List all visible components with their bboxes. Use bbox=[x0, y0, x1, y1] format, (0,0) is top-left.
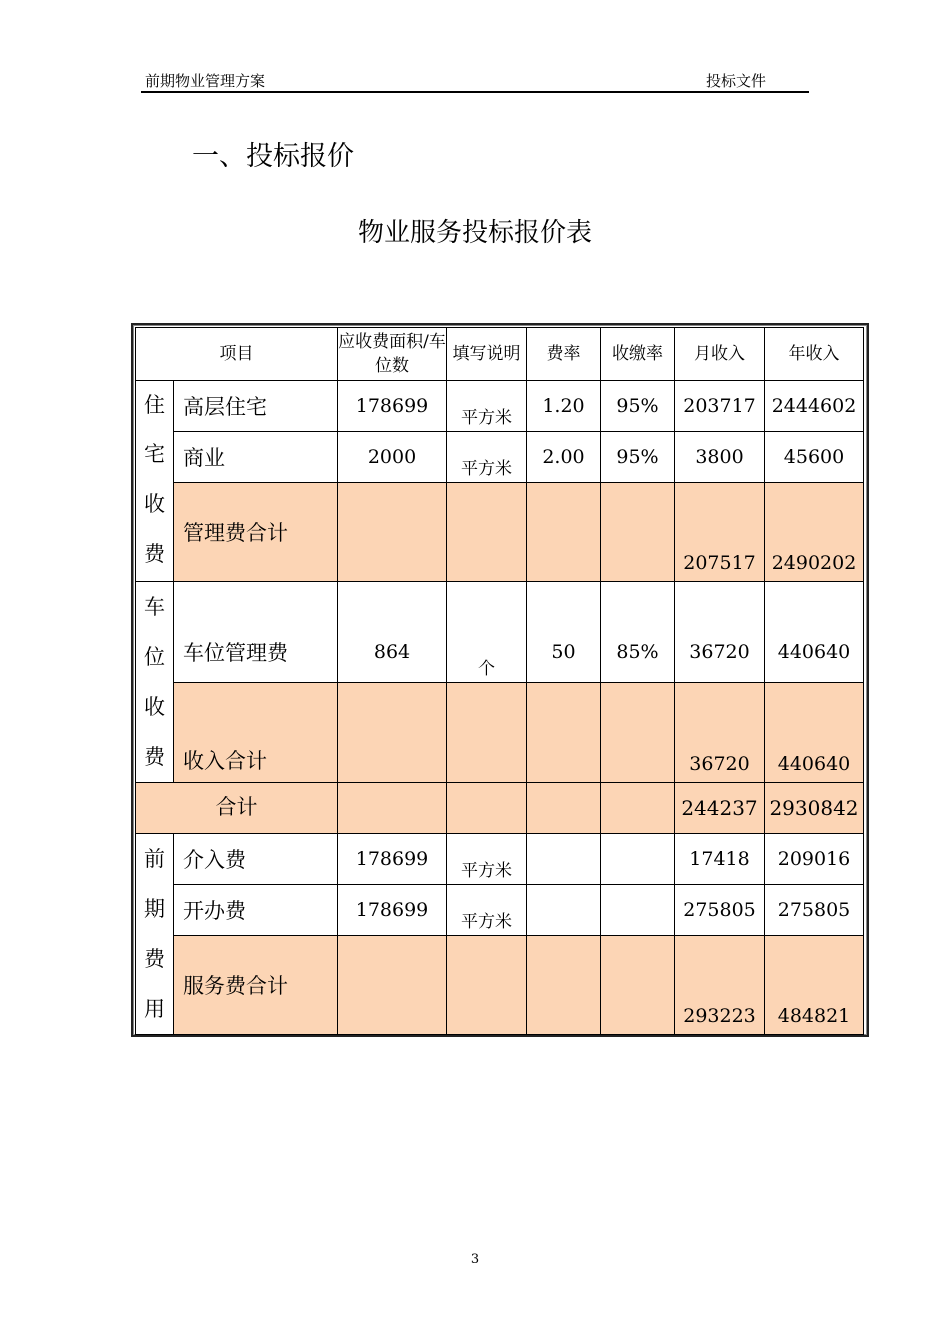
row-name: 高层住宅 bbox=[174, 381, 338, 432]
row-unit: 平方米 bbox=[447, 381, 527, 432]
empty-cell bbox=[527, 834, 601, 885]
row-unit: 个 bbox=[447, 582, 527, 683]
group-char: 用 bbox=[144, 997, 165, 1021]
subtotal-yearly: 2490202 bbox=[765, 483, 864, 582]
row-area: 2000 bbox=[338, 432, 447, 483]
subtotal-row bbox=[136, 683, 864, 783]
table-row bbox=[136, 582, 864, 683]
header-rate: 费率 bbox=[527, 328, 601, 381]
row-rate: 2.00 bbox=[527, 432, 601, 483]
group-char: 费 bbox=[144, 745, 165, 769]
row-yearly: 275805 bbox=[765, 885, 864, 936]
row-unit: 平方米 bbox=[447, 885, 527, 936]
empty-cell bbox=[601, 683, 675, 783]
row-name: 开办费 bbox=[174, 885, 338, 936]
group-char: 收 bbox=[144, 695, 165, 719]
group-char: 住 bbox=[144, 393, 165, 417]
header-document-type: 投标文件 bbox=[706, 72, 767, 90]
group-char: 位 bbox=[144, 645, 165, 669]
empty-cell bbox=[601, 834, 675, 885]
empty-cell bbox=[527, 683, 601, 783]
row-name: 车位管理费 bbox=[174, 582, 338, 683]
total-name: 合计 bbox=[136, 783, 338, 834]
row-area: 178699 bbox=[338, 885, 447, 936]
total-yearly: 2930842 bbox=[765, 783, 864, 834]
header-rule bbox=[141, 91, 809, 93]
header-collection: 收缴率 bbox=[601, 328, 675, 381]
empty-cell bbox=[527, 783, 601, 834]
empty-cell bbox=[601, 936, 675, 1035]
empty-cell bbox=[338, 683, 447, 783]
table-row bbox=[136, 834, 864, 885]
table-row bbox=[136, 381, 864, 432]
total-row bbox=[136, 783, 864, 834]
group-parking bbox=[136, 582, 174, 783]
group-char: 宅 bbox=[144, 442, 165, 466]
row-monthly: 17418 bbox=[675, 834, 765, 885]
empty-cell bbox=[447, 683, 527, 783]
row-rate: 50 bbox=[527, 582, 601, 683]
empty-cell bbox=[601, 885, 675, 936]
empty-cell bbox=[601, 483, 675, 582]
quote-table bbox=[135, 327, 864, 1035]
row-monthly: 36720 bbox=[675, 582, 765, 683]
row-yearly: 209016 bbox=[765, 834, 864, 885]
empty-cell bbox=[338, 783, 447, 834]
table-row bbox=[136, 432, 864, 483]
subtotal-monthly: 207517 bbox=[675, 483, 765, 582]
empty-cell bbox=[447, 783, 527, 834]
row-unit: 平方米 bbox=[447, 432, 527, 483]
group-char: 收 bbox=[144, 492, 165, 516]
total-monthly: 244237 bbox=[675, 783, 765, 834]
empty-cell bbox=[447, 483, 527, 582]
subtotal-yearly: 484821 bbox=[765, 936, 864, 1035]
row-rate: 1.20 bbox=[527, 381, 601, 432]
subtotal-name: 管理费合计 bbox=[174, 483, 338, 582]
table-header-row bbox=[136, 328, 864, 381]
group-char: 前 bbox=[144, 847, 165, 871]
subtotal-monthly: 36720 bbox=[675, 683, 765, 783]
row-unit: 平方米 bbox=[447, 834, 527, 885]
empty-cell bbox=[338, 483, 447, 582]
row-area: 178699 bbox=[338, 381, 447, 432]
header-item: 项目 bbox=[136, 328, 338, 381]
group-early bbox=[136, 834, 174, 1035]
subtotal-row bbox=[136, 936, 864, 1035]
empty-cell bbox=[527, 885, 601, 936]
row-collection: 95% bbox=[601, 381, 675, 432]
row-name: 介入费 bbox=[174, 834, 338, 885]
subtotal-yearly: 440640 bbox=[765, 683, 864, 783]
header-note: 填写说明 bbox=[447, 328, 527, 381]
empty-cell bbox=[601, 783, 675, 834]
row-monthly: 203717 bbox=[675, 381, 765, 432]
section-title: 一、投标报价 bbox=[192, 141, 354, 172]
header-monthly: 月收入 bbox=[675, 328, 765, 381]
row-yearly: 440640 bbox=[765, 582, 864, 683]
row-yearly: 2444602 bbox=[765, 381, 864, 432]
header-area: 应收费面积/车位数 bbox=[338, 328, 447, 381]
header-document-title: 前期物业管理方案 bbox=[145, 72, 266, 90]
row-name: 商业 bbox=[174, 432, 338, 483]
subtotal-monthly: 293223 bbox=[675, 936, 765, 1035]
empty-cell bbox=[527, 936, 601, 1035]
group-residential bbox=[136, 381, 174, 582]
empty-cell bbox=[527, 483, 601, 582]
row-area: 178699 bbox=[338, 834, 447, 885]
group-char: 车 bbox=[144, 595, 165, 619]
row-monthly: 3800 bbox=[675, 432, 765, 483]
empty-cell bbox=[338, 936, 447, 1035]
subtotal-name: 服务费合计 bbox=[174, 936, 338, 1035]
group-char: 费 bbox=[144, 947, 165, 971]
subtotal-row bbox=[136, 483, 864, 582]
page-number: 3 bbox=[470, 1252, 480, 1267]
row-area: 864 bbox=[338, 582, 447, 683]
row-monthly: 275805 bbox=[675, 885, 765, 936]
row-collection: 85% bbox=[601, 582, 675, 683]
group-char: 期 bbox=[144, 897, 165, 921]
table-row bbox=[136, 885, 864, 936]
header-yearly: 年收入 bbox=[765, 328, 864, 381]
row-yearly: 45600 bbox=[765, 432, 864, 483]
subtotal-name: 收入合计 bbox=[174, 683, 338, 783]
table-title: 物业服务投标报价表 bbox=[357, 218, 592, 248]
empty-cell bbox=[447, 936, 527, 1035]
group-char: 费 bbox=[144, 542, 165, 566]
row-collection: 95% bbox=[601, 432, 675, 483]
